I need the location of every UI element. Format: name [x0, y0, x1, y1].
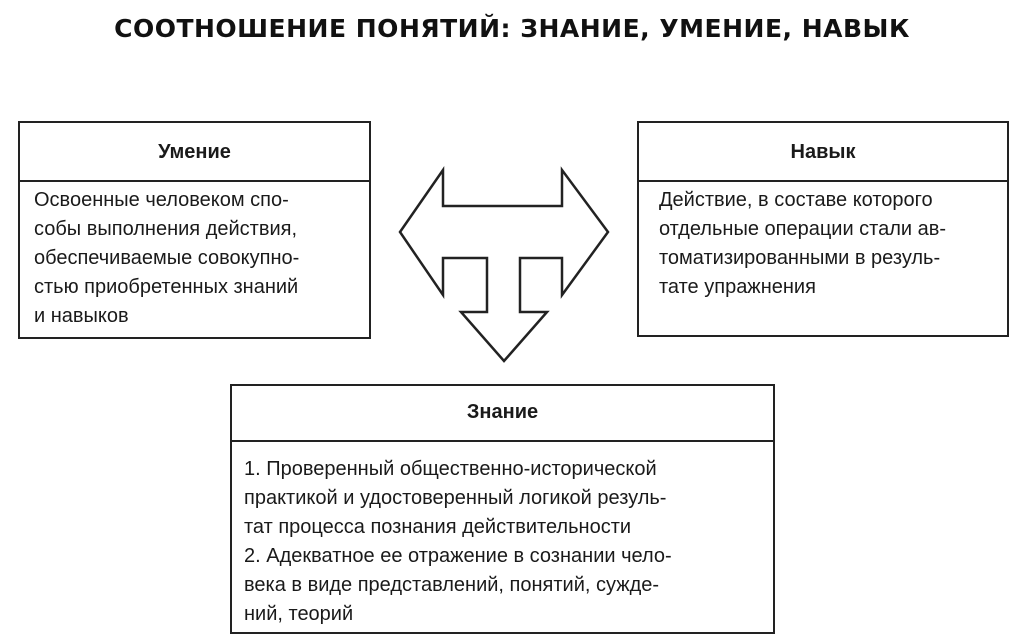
- navyk-line: тате упражнения: [659, 276, 816, 298]
- umenie-box: [18, 121, 371, 339]
- znanie-line: тат процесса познания действительности: [244, 516, 632, 538]
- znanie-line: века в виде представлений, понятий, сужде-: [244, 574, 660, 596]
- diagram-title: СООТНОШЕНИЕ ПОНЯТИЙ: ЗНАНИЕ, УМЕНИЕ, НАВЫК: [114, 14, 910, 43]
- znanie-line: 1. Проверенный общественно-исторической: [244, 458, 657, 480]
- navyk-line: томатизированными в резуль-: [659, 247, 941, 269]
- znanie-line: практикой и удостоверенный логикой резуль-: [244, 487, 667, 509]
- umenie-line: Освоенные человеком спо-: [34, 189, 289, 211]
- navyk-line: Действие, в составе которого: [659, 189, 933, 211]
- umenie-definition: [20, 182, 369, 331]
- umenie-line: обеспечиваемые совокупно-: [34, 247, 300, 269]
- umenie-heading: Умение: [20, 123, 369, 182]
- navyk-definition: [639, 182, 1007, 302]
- navyk-box: [637, 121, 1009, 337]
- znanie-line: 2. Адекватное ее отражение в сознании чело-: [244, 545, 672, 567]
- navyk-line: отдельные операции стали ав-: [659, 218, 947, 240]
- znanie-heading: Знание: [232, 386, 773, 442]
- znanie-definition: [232, 442, 773, 629]
- umenie-line: собы выполнения действия,: [34, 218, 297, 240]
- navyk-heading: Навык: [639, 123, 1007, 182]
- znanie-box: [230, 384, 775, 634]
- umenie-line: стью приобретенных знаний: [34, 276, 299, 298]
- znanie-line: ний, теорий: [244, 603, 354, 625]
- umenie-line: и навыков: [34, 305, 129, 327]
